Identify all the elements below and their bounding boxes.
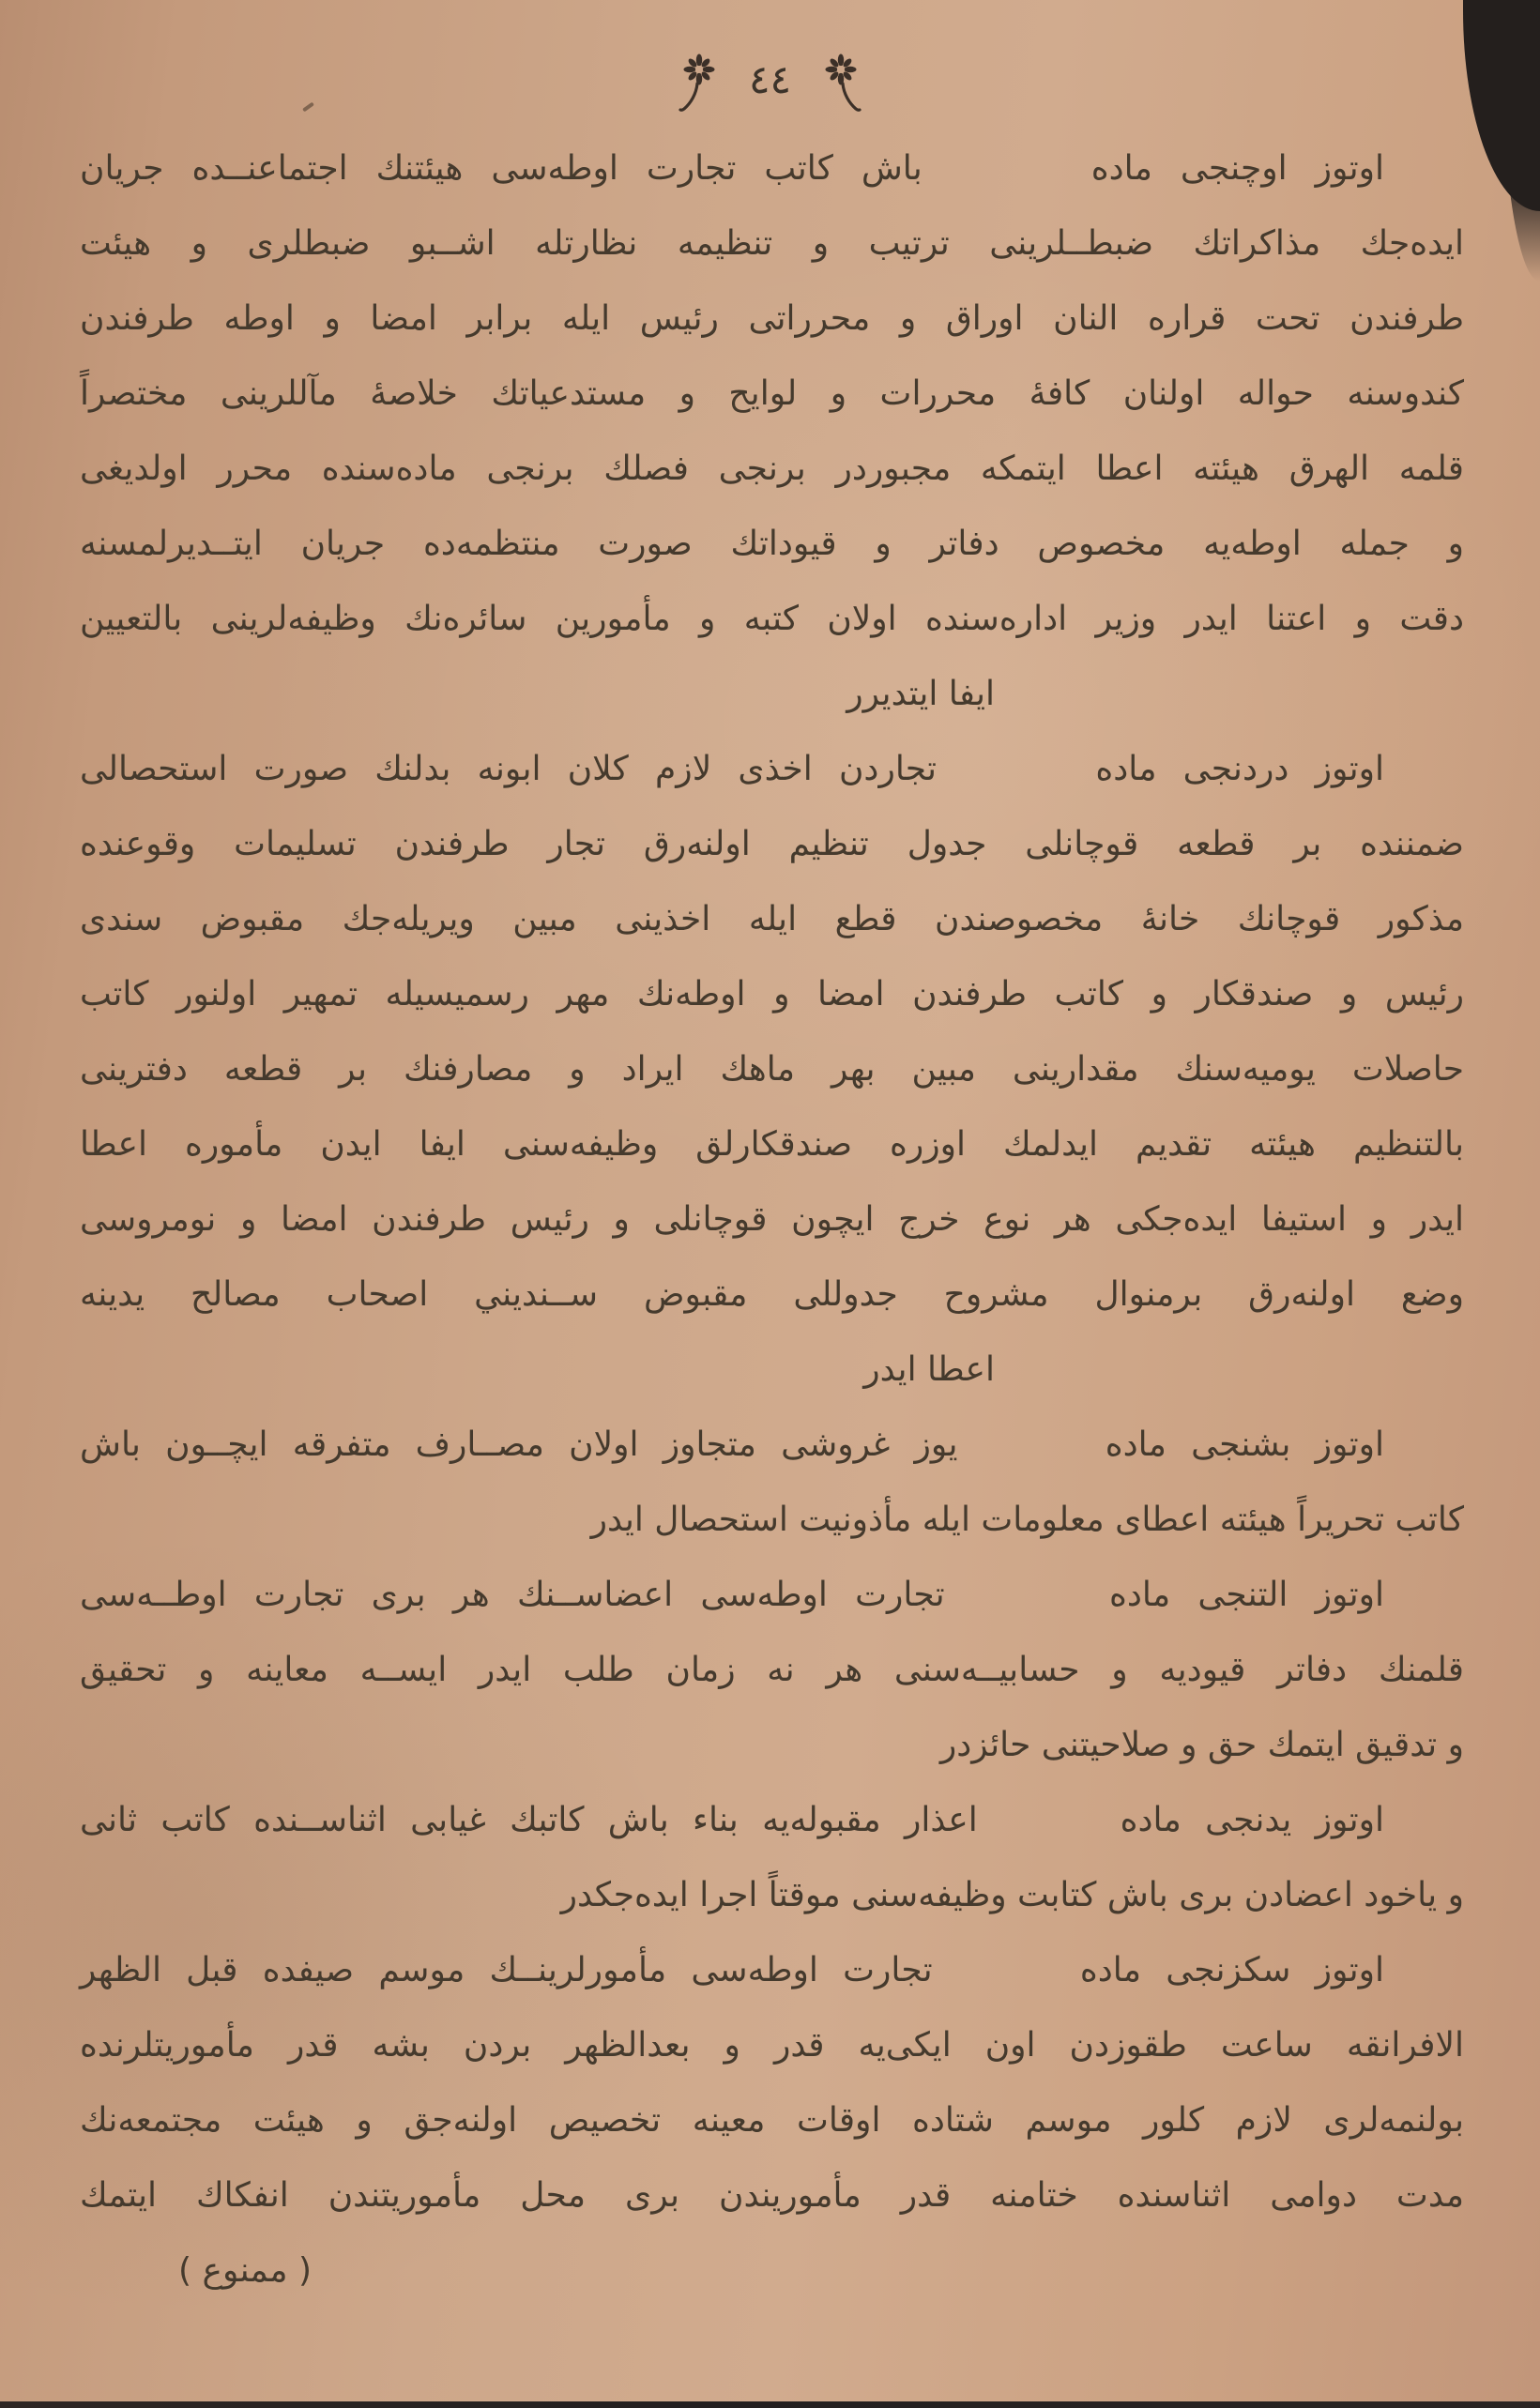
text-line: بالتنظيم هيئته تقديم ايدلمك اوزره صندقكارلق وظيفه‌سنى ايفا ايدن مأموره اعطا [80, 1125, 1464, 1164]
text-line: و تدقيق ايتمك حق و صلاحيتنى حائزدر [939, 1726, 1464, 1764]
body-text [80, 131, 1464, 2309]
text-line: اعطا ايدر [863, 1350, 995, 1389]
text-line: بولنمه‌لرى لازم كلور موسم شتاده اوقات معينه تخصيص اولنه‌جق و هيئت مجتمعه‌نك [80, 2101, 1464, 2140]
page-number: ٤٤ [748, 56, 792, 102]
text-line: ايدر و استيفا ايده‌جكى هر نوع خرج ايچون قوچانلى و رئيس طرفندن امضا و نومروسى [80, 1200, 1464, 1239]
text-line: اوتوز بشنجى ماده يوز غروشى متجاوز اولان مصــارف متفرقه ايچــون باش [80, 1425, 1384, 1464]
text-line: ضمننده بر قطعه قوچانلى جدول تنظيم اولنه‌رق تجار طرفندن تسليمات وقوعنده [80, 825, 1464, 863]
text-line: ايفا ايتديرر [846, 675, 995, 713]
text-line: دقت و اعتنا ايدر وزير اداره‌سنده اولان كتبه و مأمورين سائره‌نك وظيفه‌لرينى بالتعيين [80, 600, 1464, 638]
text-line: اوتوز اوچنجى ماده باش كاتب تجارت اوطه‌سى هيئتنك اجتماعنــده جريان [80, 149, 1384, 188]
page-header [0, 53, 1540, 114]
text-line: اوتوز يدنجى ماده اعذار مقبوله‌يه بناء باش كاتبك غيابى اثناســنده كاتب ثانى [80, 1801, 1384, 1839]
text-line: مذكور قوچانك خانۀ مخصوصندن قطع ايله اخذينى مبين ويريله‌جك مقبوض سندى [80, 900, 1464, 938]
text-line: اوتوز التنجى ماده تجارت اوطه‌سى اعضاســنك هر برى تجارت اوطــه‌سى [80, 1576, 1384, 1614]
text-line: اوتوز سكزنجى ماده تجارت اوطه‌سى مأمورلرينــك موسم صيفده قبل الظهر [80, 1951, 1384, 1989]
text-line: و جمله اوطه‌يه مخصوص دفاتر و قيوداتك صورت منتظمه‌ده جريان ايتــديرلمسنه [80, 525, 1464, 563]
text-line: وضع اولنه‌رق برمنوال مشروح جدوللى مقبوض ســنديني اصحاب مصالح يدينه [80, 1275, 1464, 1314]
fleuron-icon [678, 53, 721, 114]
text-line: ( ممنوع ) [178, 2251, 313, 2290]
text-line: طرفندن تحت قراره النان اوراق و محرراتى رئيس ايله برابر امضا و اوطه طرفندن [80, 299, 1464, 338]
text-line: كاتب تحريراً هيئته اعطاى معلومات ايله مأذونيت استحصال ايدر [590, 1501, 1464, 1539]
text-line: كندوسنه حواله اولنان كافۀ محررات و لوايح و مستدعياتك خلاصۀ مآللرينى مختصراً [80, 374, 1464, 413]
text-line: الافرانقه ساعت طقوزدن اون ايكى‌يه قدر و بعدالظهر بردن بشه قدر مأموريتلرنده [80, 2026, 1464, 2065]
text-line: قلمنك دفاتر قيوديه و حسابيــه‌سنى هر نه زمان طلب ايدر ايســه معاينه و تحقيق [80, 1651, 1464, 1689]
text-line: رئيس و صندقكار و كاتب طرفندن امضا و اوطه‌نك مهر رسميسيله تمهير اولنور كاتب [80, 975, 1464, 1013]
text-line: حاصلات يوميه‌سنك مقدارينى مبين بهر ماهك ايراد و مصارفنك بر قطعه دفترينى [80, 1050, 1464, 1089]
text-line: قلمه الهرق هيئته اعطا ايتمكه مجبوردر برنجى فصلك برنجى ماده‌سنده محرر اولديغى [80, 450, 1464, 488]
text-line: ايده‌جك مذاكراتك ضبطــلرينى ترتيب و تنظيمه نظارتله اشــبو ضبطلرى و هيئت [80, 224, 1464, 263]
text-line: مدت دوامى اثناسنده ختامنه قدر مأموريندن برى محل مأموريتندن انفكاك ايتمك [80, 2176, 1464, 2215]
text-line: اوتوز دردنجى ماده تجاردن اخذى لازم كلان ابونه بدلنك صورت استحصالى [80, 750, 1384, 788]
text-line: و ياخود اعضادن برى باش كتابت وظيفه‌سنى موقتاً اجرا ايده‌جكدر [560, 1876, 1464, 1914]
scan-bottom-edge [0, 2401, 1540, 2408]
fleuron-icon [819, 53, 862, 114]
